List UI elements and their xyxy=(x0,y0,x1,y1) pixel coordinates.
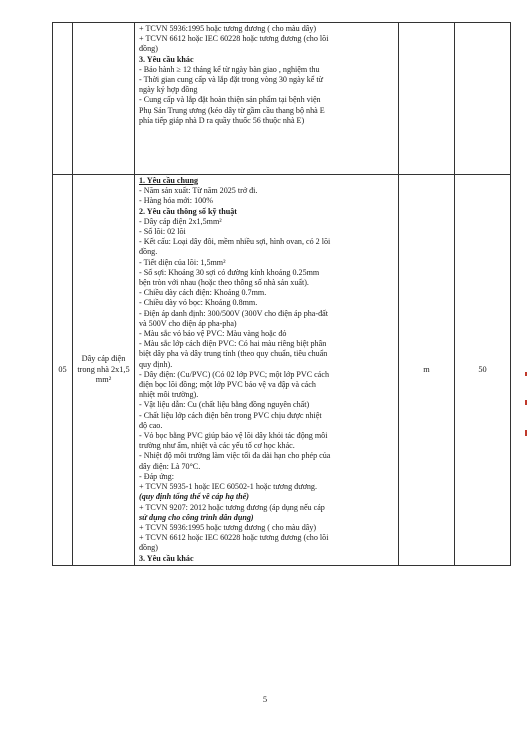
spec-line: (quy định tổng thể về cáp hạ thế) xyxy=(139,492,249,502)
spec-line: - Chiều dày cách điện: Khoảng 0.7mm. xyxy=(139,288,267,298)
spec-line: - Cung cấp và lắp đặt hoàn thiện sản phẩm tại bệnh viện xyxy=(139,95,321,105)
spec-line: ngày ký hợp đồng xyxy=(139,85,198,95)
page-number: 5 xyxy=(262,694,268,704)
unit-cell xyxy=(399,23,455,175)
spec-line: + TCVN 5935-1 hoặc IEC 60502-1 hoặc tương đương. xyxy=(139,482,317,492)
spec-line: quy định). xyxy=(139,359,173,369)
spec-line: - Kết cấu: Loại dây đôi, mềm nhiều sợi, hình ovan, có 2 lõi xyxy=(139,237,331,247)
spec-line: - Điện áp danh định: 300/500V (300V cho điện áp pha-đất xyxy=(139,308,328,318)
spec-line: - Dây điện: (Cu/PVC) (Có 02 lớp PVC; một lớp PVC cách xyxy=(139,369,329,379)
spec-line: sử dụng cho công trình dân dụng) xyxy=(139,512,254,522)
spec-line: - Bảo hành ≥ 12 tháng kể từ ngày bàn giao , nghiệm thu xyxy=(139,64,320,74)
section-heading: 2. Yêu cầu thông số kỹ thuật xyxy=(139,206,237,216)
spec-line: - Đáp ứng: xyxy=(139,471,174,481)
spec-cell xyxy=(135,175,399,566)
qty-cell: 50 xyxy=(455,175,511,566)
stt-cell: 05 xyxy=(53,175,73,566)
spec-line: - Màu sắc lớp cách điện PVC: Có hai màu riêng biệt phân xyxy=(139,339,327,349)
spec-line: - Số lõi: 02 lõi xyxy=(139,227,186,237)
spec-line: - Tiết diện của lõi: 1,5mm² xyxy=(139,257,226,267)
red-mark xyxy=(525,430,527,436)
spec-line: Phụ Sản Trung ương (kéo dây từ gầm cầu thang bộ nhà E xyxy=(139,105,325,115)
spec-line: - Chất liệu lớp cách điện bên trong PVC chịu được nhiệt xyxy=(139,410,322,420)
table-row-05 xyxy=(53,175,511,566)
spec-line: - Dây cáp điện 2x1,5mm² xyxy=(139,216,222,226)
name-cell xyxy=(73,23,135,175)
section-heading: 3. Yêu cầu khác xyxy=(139,553,194,563)
spec-line: đồng. xyxy=(139,247,158,257)
stt-cell xyxy=(53,23,73,175)
spec-line: bện tròn với nhau (hoặc theo thông số nhà sản xuất). xyxy=(139,278,309,288)
spec-line: - Chiều dày vỏ bọc: Khoảng 0.8mm. xyxy=(139,298,258,308)
unit-cell: m xyxy=(399,175,455,566)
spec-line: đồng) xyxy=(139,44,158,54)
section-heading: 3. Yêu cầu khác xyxy=(139,54,194,64)
spec-line-part: + TCVN 9207: 2012 hoặc tương đương (áp dụng nếu cáp xyxy=(139,502,325,512)
spec-line: - Số sợi: Khoảng 30 sợi có đường kính khoảng 0.25mm xyxy=(139,267,320,277)
spec-line: - Hàng hóa mới: 100% xyxy=(139,196,213,206)
red-mark xyxy=(525,372,527,376)
spec-line: - Thời gian cung cấp và lắp đặt trong vòng 30 ngày kể từ xyxy=(139,75,324,85)
spec-line: điện bọc lõi đồng; một lớp PVC bảo vệ va đập và cách xyxy=(139,380,316,390)
spec-line: + TCVN 6612 hoặc IEC 60228 hoặc tương đương (cho lõi xyxy=(139,34,329,44)
spec-line: + TCVN 5936:1995 hoặc tương đương ( cho màu dây) xyxy=(139,522,317,532)
spec-line: biệt dây pha và dây trung tính (theo quy chuẩn, tiêu chuẩn xyxy=(139,349,328,359)
spec-cell xyxy=(135,23,399,175)
spec-line: trường như ẩm, nhiệt và các yếu tố cơ học khác. xyxy=(139,441,295,451)
spec-line xyxy=(139,503,394,513)
spec-line: đồng) xyxy=(139,543,158,553)
spec-line: phía tiếp giáp nhà D ra quầy thuốc 56 thuộc nhà E) xyxy=(139,115,305,125)
spec-line: dây điện: Là 70°C. xyxy=(139,461,201,471)
spec-line: + TCVN 6612 hoặc IEC 60228 hoặc tương đương (cho lõi xyxy=(139,533,329,543)
spec-line: + TCVN 5936:1995 hoặc tương đương ( cho màu dây) xyxy=(139,24,317,33)
spec-line: nhiệt môi trường). xyxy=(139,390,199,400)
spec-line: - Năm sản xuất: Từ năm 2025 trở đi. xyxy=(139,186,258,196)
section-heading: 1. Yêu cầu chung xyxy=(139,176,199,185)
spec-line: và 500V cho điện áp pha-pha) xyxy=(139,318,237,328)
spec-line: độ cao. xyxy=(139,420,163,430)
margin-marks xyxy=(520,370,530,450)
spec-line: - Nhiệt độ môi trường làm việc tối đa dài hạn cho phép của xyxy=(139,451,331,461)
spec-line: - Vật liệu dẫn: Cu (chất liệu bằng đồng nguyên chất) xyxy=(139,400,310,410)
spec-table xyxy=(52,22,511,566)
qty-cell xyxy=(455,23,511,175)
table-row-continued xyxy=(53,23,511,175)
spec-line: - Vỏ bọc bằng PVC giúp bảo vệ lõi dây khỏi tác động môi xyxy=(139,431,328,441)
spec-line: - Màu sắc vỏ bảo vệ PVC: Màu vàng hoặc đỏ xyxy=(139,329,287,339)
item-name-cell: Dây cáp điện trong nhà 2x1,5 mm² xyxy=(73,175,135,566)
red-mark xyxy=(525,400,527,405)
